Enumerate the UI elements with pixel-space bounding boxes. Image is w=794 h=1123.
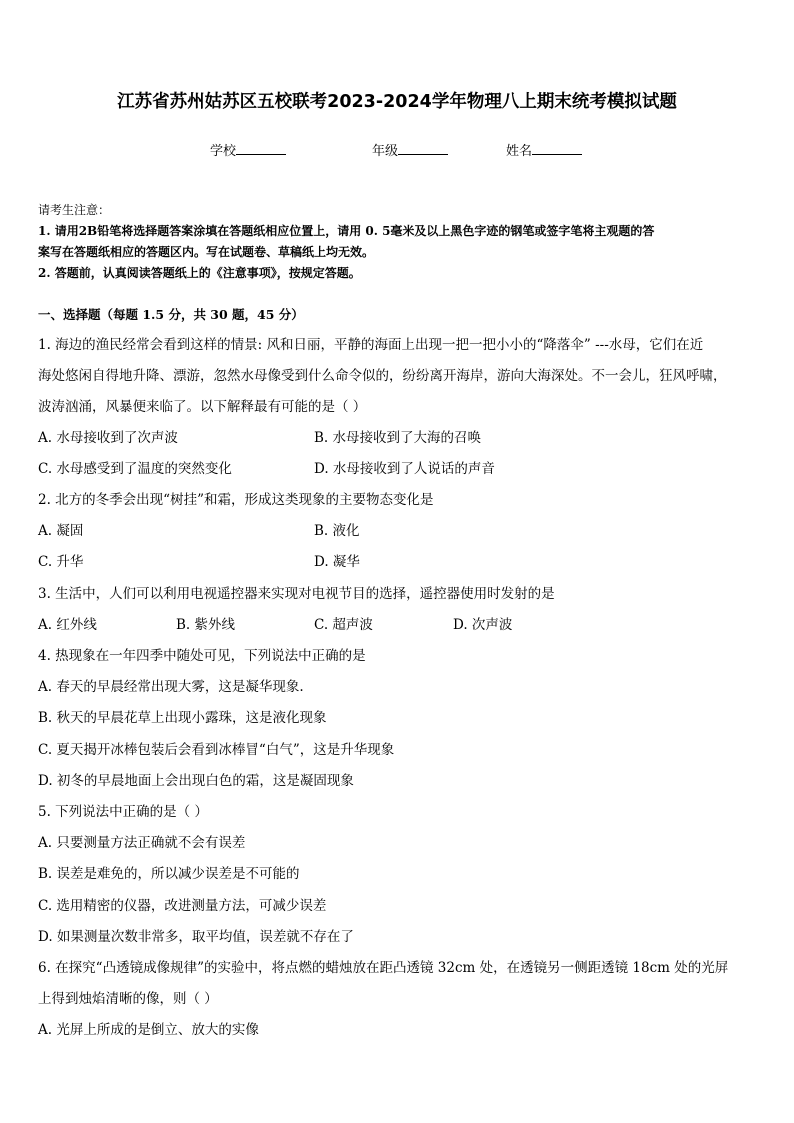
grade-label: 年级 — [372, 144, 399, 159]
q3-option-d: D. 次声波 — [453, 617, 513, 633]
q5-option-d: D. 如果测量次数非常多，取平均值，误差就不存在了 — [38, 929, 354, 945]
page-title: 江苏省苏州姑苏区五校联考2023-2024学年物理八上期末统考模拟试题 — [117, 92, 677, 112]
section-heading: 一、选择题（每题 1.5 分，共 30 题，45 分） — [38, 307, 304, 322]
school-blank — [236, 142, 286, 155]
name-label: 姓名 — [506, 144, 533, 159]
grade-blank — [398, 142, 448, 155]
school-label: 学校 — [210, 144, 237, 159]
q3-stem: 3. 生活中，人们可以利用电视遥控器来实现对电视节目的选择，遥控器使用时发射的是 — [38, 586, 555, 602]
notice-item-1-line-1: 1. 请用2B铅笔将选择题答案涂填在答题纸相应位置上，请用 0. 5毫米及以上黑色字迹的钢笔或签字笔将主观题的答 — [38, 224, 655, 238]
q6-stem-line-1: 6. 在探究“凸透镜成像规律”的实验中，将点燃的蜡烛放在距凸透镜 32cm 处，在透镜另一侧距透镜 18cm 处的光屏 — [38, 960, 729, 976]
school-field — [210, 140, 286, 159]
q1-stem-line-2: 海处悠闲自得地升降、漂游，忽然水母像受到什么命令似的，纷纷离开海岸，游向大海深处。不一会儿，狂风呼啸， — [38, 368, 727, 384]
q5-option-b: B. 误差是难免的，所以减少误差是不可能的 — [38, 866, 300, 882]
q2-option-d: D. 凝华 — [314, 554, 360, 570]
q2-option-a: A. 凝固 — [38, 523, 84, 539]
q1-stem-line-1: 1. 海边的渔民经常会看到这样的情景: 风和日丽，平静的海面上出现一把一把小小的“降落伞” ---水母，它们在近 — [38, 337, 704, 353]
q4-option-a: A. 春天的早晨经常出现大雾，这是凝华现象. — [38, 679, 304, 695]
q5-option-a: A. 只要测量方法正确就不会有误差 — [38, 835, 246, 851]
q4-option-c: C. 夏天揭开冰棒包装后会看到冰棒冒“白气”，这是升华现象 — [38, 742, 395, 758]
q1-stem-line-3: 波涛汹涌，风暴便来临了。以下解释最有可能的是（ ） — [38, 399, 367, 415]
q3-option-c: C. 超声波 — [314, 617, 373, 633]
q1-option-d: D. 水母接收到了人说话的声音 — [314, 461, 495, 477]
q2-option-b: B. 液化 — [314, 523, 360, 539]
q6-option-a: A. 光屏上所成的是倒立、放大的实像 — [38, 1022, 259, 1038]
q5-option-c: C. 选用精密的仪器，改进测量方法，可减少误差 — [38, 898, 327, 914]
grade-field — [372, 140, 448, 159]
notice-heading: 请考生注意： — [38, 203, 111, 217]
q3-option-b: B. 紫外线 — [176, 617, 236, 633]
q1-option-c: C. 水母感受到了温度的突然变化 — [38, 461, 232, 477]
q6-stem-line-2: 上得到烛焰清晰的像，则（ ） — [38, 991, 218, 1007]
q3-option-a: A. 红外线 — [38, 617, 97, 633]
notice-item-1-line-2: 案写在答题纸相应的答题区内。写在试题卷、草稿纸上均无效。 — [38, 245, 375, 259]
name-field — [506, 140, 582, 159]
q4-option-d: D. 初冬的早晨地面上会出现白色的霜，这是凝固现象 — [38, 773, 354, 789]
q2-option-c: C. 升华 — [38, 554, 84, 570]
notice-block — [38, 200, 760, 284]
q4-option-b: B. 秋天的早晨花草上出现小露珠，这是液化现象 — [38, 710, 327, 726]
q4-stem: 4. 热现象在一年四季中随处可见，下列说法中正确的是 — [38, 648, 366, 664]
q1-option-a: A. 水母接收到了次声波 — [38, 430, 178, 446]
q5-stem: 5. 下列说法中正确的是（ ） — [38, 804, 208, 820]
q2-stem: 2. 北方的冬季会出现“树挂”和霜，形成这类现象的主要物态变化是 — [38, 492, 434, 508]
notice-item-2: 2. 答题前，认真阅读答题纸上的《注意事项》，按规定答题。 — [38, 266, 361, 280]
name-blank — [532, 142, 582, 155]
q1-option-b: B. 水母接收到了大海的召唤 — [314, 430, 482, 446]
